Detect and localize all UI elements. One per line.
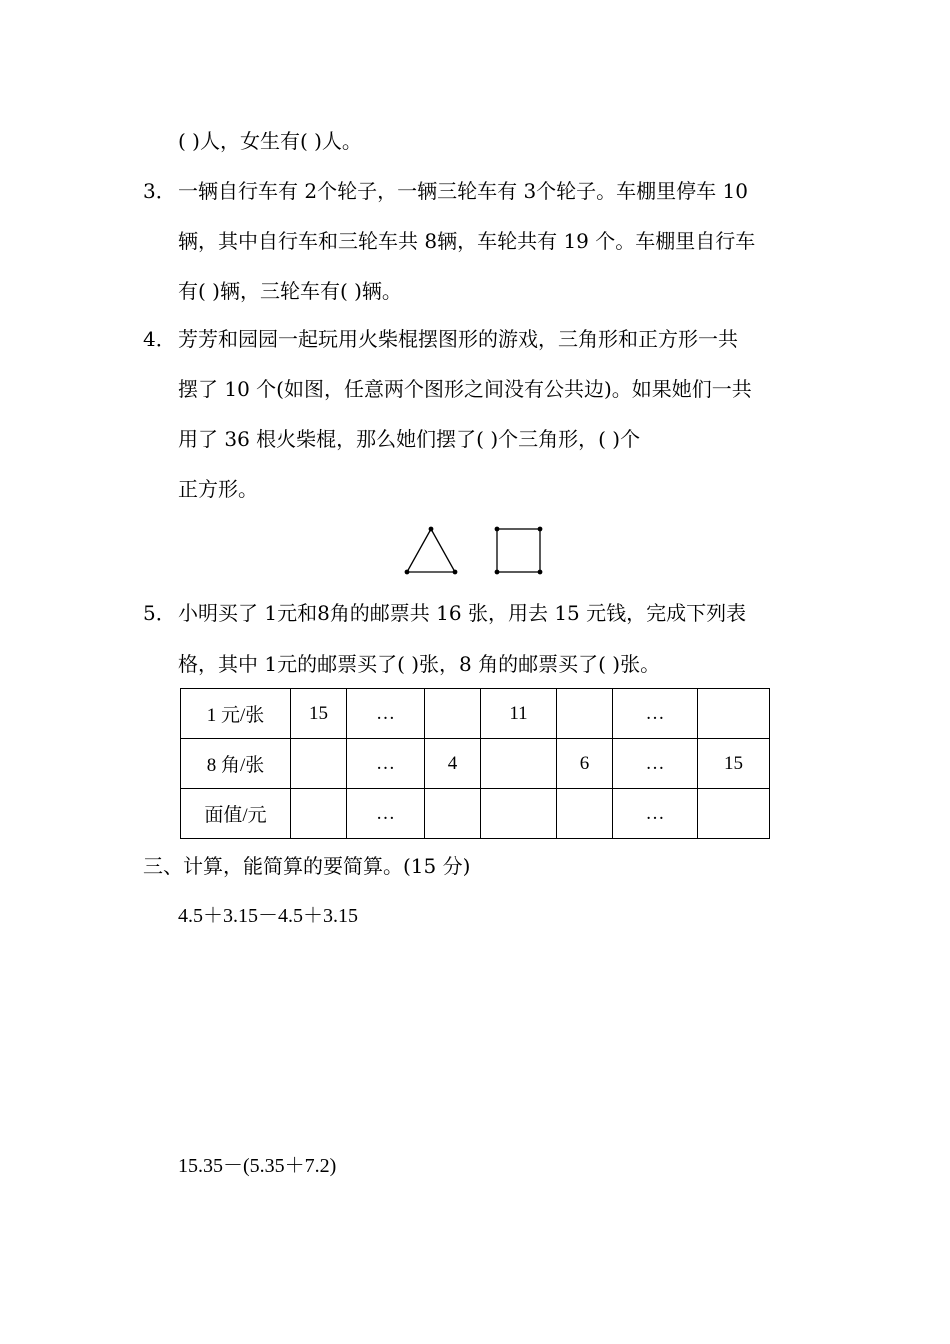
table-cell: 4: [425, 739, 481, 789]
table-cell: 15: [291, 689, 347, 739]
stamp-table: [180, 688, 770, 839]
table-cell: …: [347, 739, 425, 789]
row-header: 1 元/张: [181, 689, 291, 739]
table-cell: …: [347, 689, 425, 739]
table-cell[interactable]: [425, 789, 481, 839]
q4-number: 4．: [143, 327, 176, 351]
q3-line-1: 一辆自行车有 2个轮子，一辆三轮车有 3个轮子。车棚里停车 10: [178, 179, 748, 203]
table-cell: 15: [698, 739, 770, 789]
section-heading: 三、计算，能简算的要简算。(15 分): [143, 854, 471, 878]
triangle-icon: [405, 527, 458, 575]
matchstick-figure: [400, 522, 550, 578]
table-cell[interactable]: [481, 739, 557, 789]
q4-line-1: 芳芳和园园一起玩用火柴棍摆图形的游戏，三角形和正方形一共: [178, 327, 738, 351]
q2-line: ( )人，女生有( )人。: [178, 129, 362, 153]
table-cell[interactable]: [557, 689, 613, 739]
table-cell[interactable]: [291, 739, 347, 789]
table-cell[interactable]: [698, 689, 770, 739]
table-cell: …: [613, 689, 698, 739]
table-cell[interactable]: [481, 789, 557, 839]
table-cell[interactable]: [698, 789, 770, 839]
square-icon: [495, 527, 543, 575]
table-cell[interactable]: [291, 789, 347, 839]
calc-problem-1: 4.5＋3.15－4.5＋3.15: [178, 905, 358, 927]
table-row: [181, 789, 770, 839]
q5-line-1: 小明买了 1元和8角的邮票共 16 张，用去 15 元钱，完成下列表: [178, 601, 747, 625]
q3-line-2: 辆，其中自行车和三轮车共 8辆，车轮共有 19 个。车棚里自行车: [178, 229, 756, 253]
table-cell[interactable]: [425, 689, 481, 739]
calc-problem-2: 15.35－(5.35＋7.2): [178, 1155, 337, 1177]
table-cell: …: [347, 789, 425, 839]
table-row: [181, 689, 770, 739]
q5-number: 5．: [143, 601, 176, 625]
q4-line-3: 用了 36 根火柴棍，那么她们摆了( )个三角形，( )个: [178, 427, 641, 451]
q3-number: 3．: [143, 179, 176, 203]
q4-line-2: 摆了 10 个(如图，任意两个图形之间没有公共边)。如果她们一共: [178, 377, 752, 401]
row-header: 8 角/张: [181, 739, 291, 789]
row-header: 面值/元: [181, 789, 291, 839]
table-cell: …: [613, 739, 698, 789]
q4-line-4: 正方形。: [178, 477, 258, 501]
table-cell[interactable]: [557, 789, 613, 839]
table-row: [181, 739, 770, 789]
table-cell: 11: [481, 689, 557, 739]
q3-line-3: 有( )辆，三轮车有( )辆。: [178, 279, 402, 303]
q5-line-2: 格，其中 1元的邮票买了( )张，8 角的邮票买了( )张。: [178, 652, 661, 676]
table-cell: 6: [557, 739, 613, 789]
table-cell: …: [613, 789, 698, 839]
